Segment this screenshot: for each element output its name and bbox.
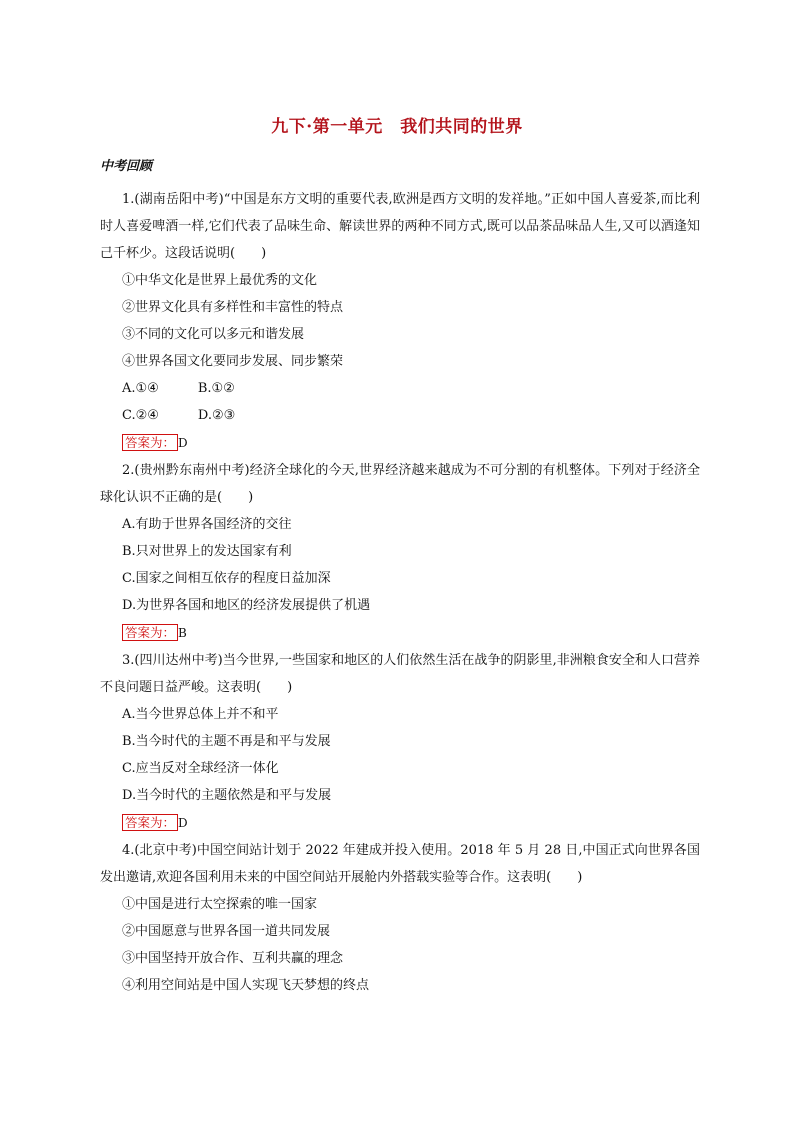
answer-label: 答案为： — [122, 434, 178, 451]
page-title: 九下·第一单元 我们共同的世界 — [271, 117, 523, 137]
section-heading: 中考回顾 — [100, 159, 153, 174]
option-item: C.国家之间相互依存的程度日益加深 — [122, 571, 331, 586]
question-2 — [100, 457, 700, 647]
option-item: A.有助于世界各国经济的交往 — [122, 517, 292, 532]
option-item: B.当今时代的主题不再是和平与发展 — [122, 734, 331, 749]
question-list — [100, 186, 700, 999]
option-item: D.当今时代的主题依然是和平与发展 — [122, 788, 332, 803]
option-item: D.为世界各国和地区的经济发展提供了机遇 — [122, 598, 371, 613]
option-item: A.当今世界总体上并不和平 — [122, 707, 279, 722]
question-4 — [100, 837, 700, 999]
question-3 — [100, 647, 700, 837]
answer-line — [100, 429, 700, 457]
option-item: ④利用空间站是中国人实现飞天梦想的终点 — [122, 978, 370, 993]
answer-line — [100, 619, 700, 647]
option-item: C.②④ D.②③ — [122, 408, 236, 423]
option-item: C.应当反对全球经济一体化 — [122, 761, 279, 776]
option-item: ③不同的文化可以多元和谐发展 — [122, 327, 305, 342]
question-1 — [100, 186, 700, 457]
answer-value: B — [178, 626, 187, 640]
answer-label: 答案为： — [122, 814, 178, 831]
option-item: ①中国是进行太空探索的唯一国家 — [122, 897, 318, 912]
answer-line — [100, 809, 700, 837]
option-item: ④世界各国文化要同步发展、同步繁荣 — [122, 354, 344, 369]
option-item: ②中国愿意与世界各国一道共同发展 — [122, 924, 331, 939]
option-item: ②世界文化具有多样性和丰富性的特点 — [122, 300, 344, 315]
answer-label: 答案为： — [122, 624, 178, 641]
question-stem: 4.(北京中考)中国空间站计划于 2022 年建成并投入使用。2018 年 5 月 28 日,中国正式向世界各国发出邀请,欢迎各国利用未来的中国空间站开展舱内外搭载实验等合作。这表明( ) — [100, 843, 700, 885]
option-item: A.①④ B.①② — [122, 381, 235, 396]
question-stem: 2.(贵州黔东南州中考)经济全球化的今天,世界经济越来越成为不可分割的有机整体。下列对于经济全球化认识不正确的是( ) — [100, 463, 700, 505]
question-stem: 1.(湖南岳阳中考)“中国是东方文明的重要代表,欧洲是西方文明的发祥地。”正如中国人喜爱茶,而比利时人喜爱啤酒一样,它们代表了品味生命、解读世界的两种不同方式,既可以品茶品味品人生,又可以酒逢知己千杯少。这段话说明( ) — [100, 192, 700, 261]
option-item: B.只对世界上的发达国家有利 — [122, 544, 292, 559]
answer-value: D — [178, 816, 188, 830]
option-item: ③中国坚持开放合作、互利共赢的理念 — [122, 951, 344, 966]
question-stem: 3.(四川达州中考)当今世界,一些国家和地区的人们依然生活在战争的阴影里,非洲粮食安全和人口营养不良问题日益严峻。这表明( ) — [100, 653, 700, 695]
option-item: ①中华文化是世界上最优秀的文化 — [122, 273, 318, 288]
answer-value: D — [178, 436, 188, 450]
